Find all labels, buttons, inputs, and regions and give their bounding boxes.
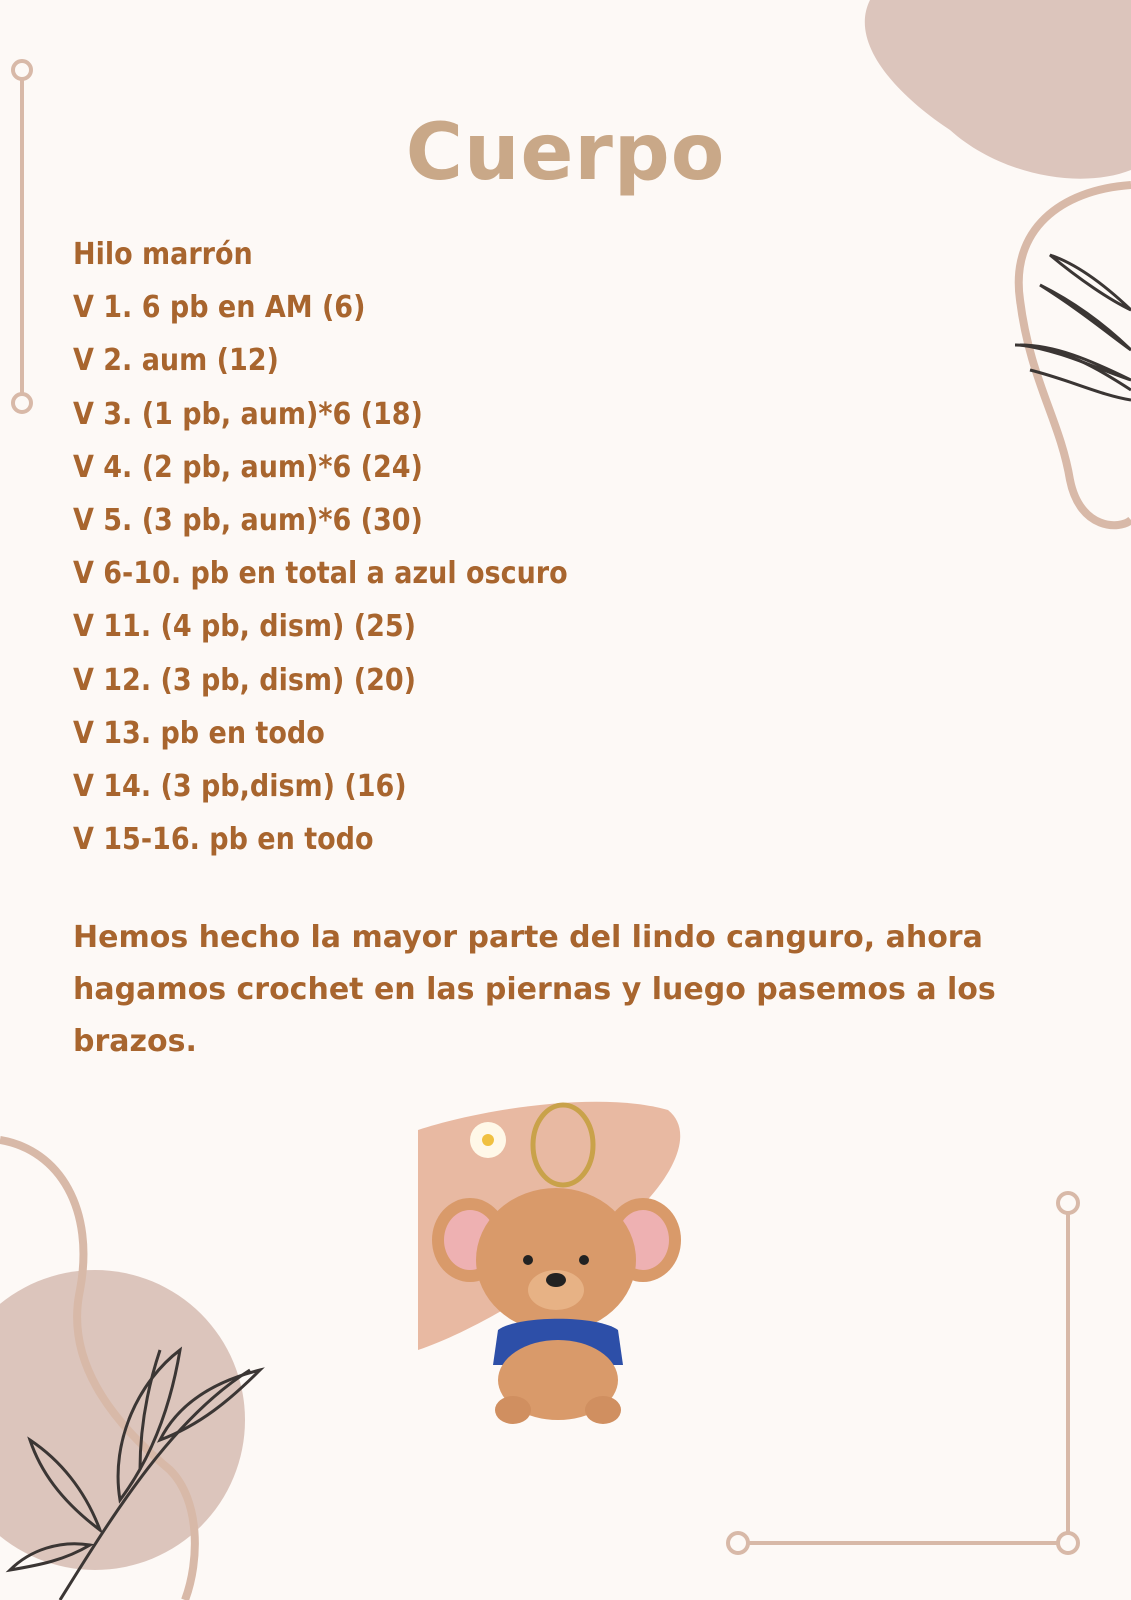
yarn-label: Hilo marrón xyxy=(73,237,253,272)
pattern-row: V 4. (2 pb, aum)*6 (24) xyxy=(73,449,423,485)
line-ornament-bottom-right xyxy=(728,1193,1078,1553)
amigurumi-photo xyxy=(418,1090,690,1426)
pattern-row: V 2. aum (12) xyxy=(73,343,279,379)
pattern-rows xyxy=(73,228,568,866)
leaf-icon-right xyxy=(1015,255,1131,400)
page-title: Cuerpo xyxy=(405,108,726,198)
pattern-row: V 14. (3 pb,dism) (16) xyxy=(73,769,407,805)
pattern-row: V 11. (4 pb, dism) (25) xyxy=(73,609,416,645)
pattern-row: V 1. 6 pb en AM (6) xyxy=(73,290,366,326)
pattern-row: V 5. (3 pb, aum)*6 (30) xyxy=(73,503,423,539)
instruction-paragraph: Hemos hecho la mayor parte del lindo canguro, ahora hagamos crochet en las piernas y luego pasemos a los brazos. xyxy=(73,920,996,1059)
pattern-row: V 15-16. pb en todo xyxy=(73,822,374,858)
pattern-row: V 3. (1 pb, aum)*6 (18) xyxy=(73,396,423,432)
pattern-row: V 13. pb en todo xyxy=(73,715,325,751)
pattern-row: V 6-10. pb en total a azul oscuro xyxy=(73,556,568,592)
pattern-row: V 12. (3 pb, dism) (20) xyxy=(73,662,416,698)
